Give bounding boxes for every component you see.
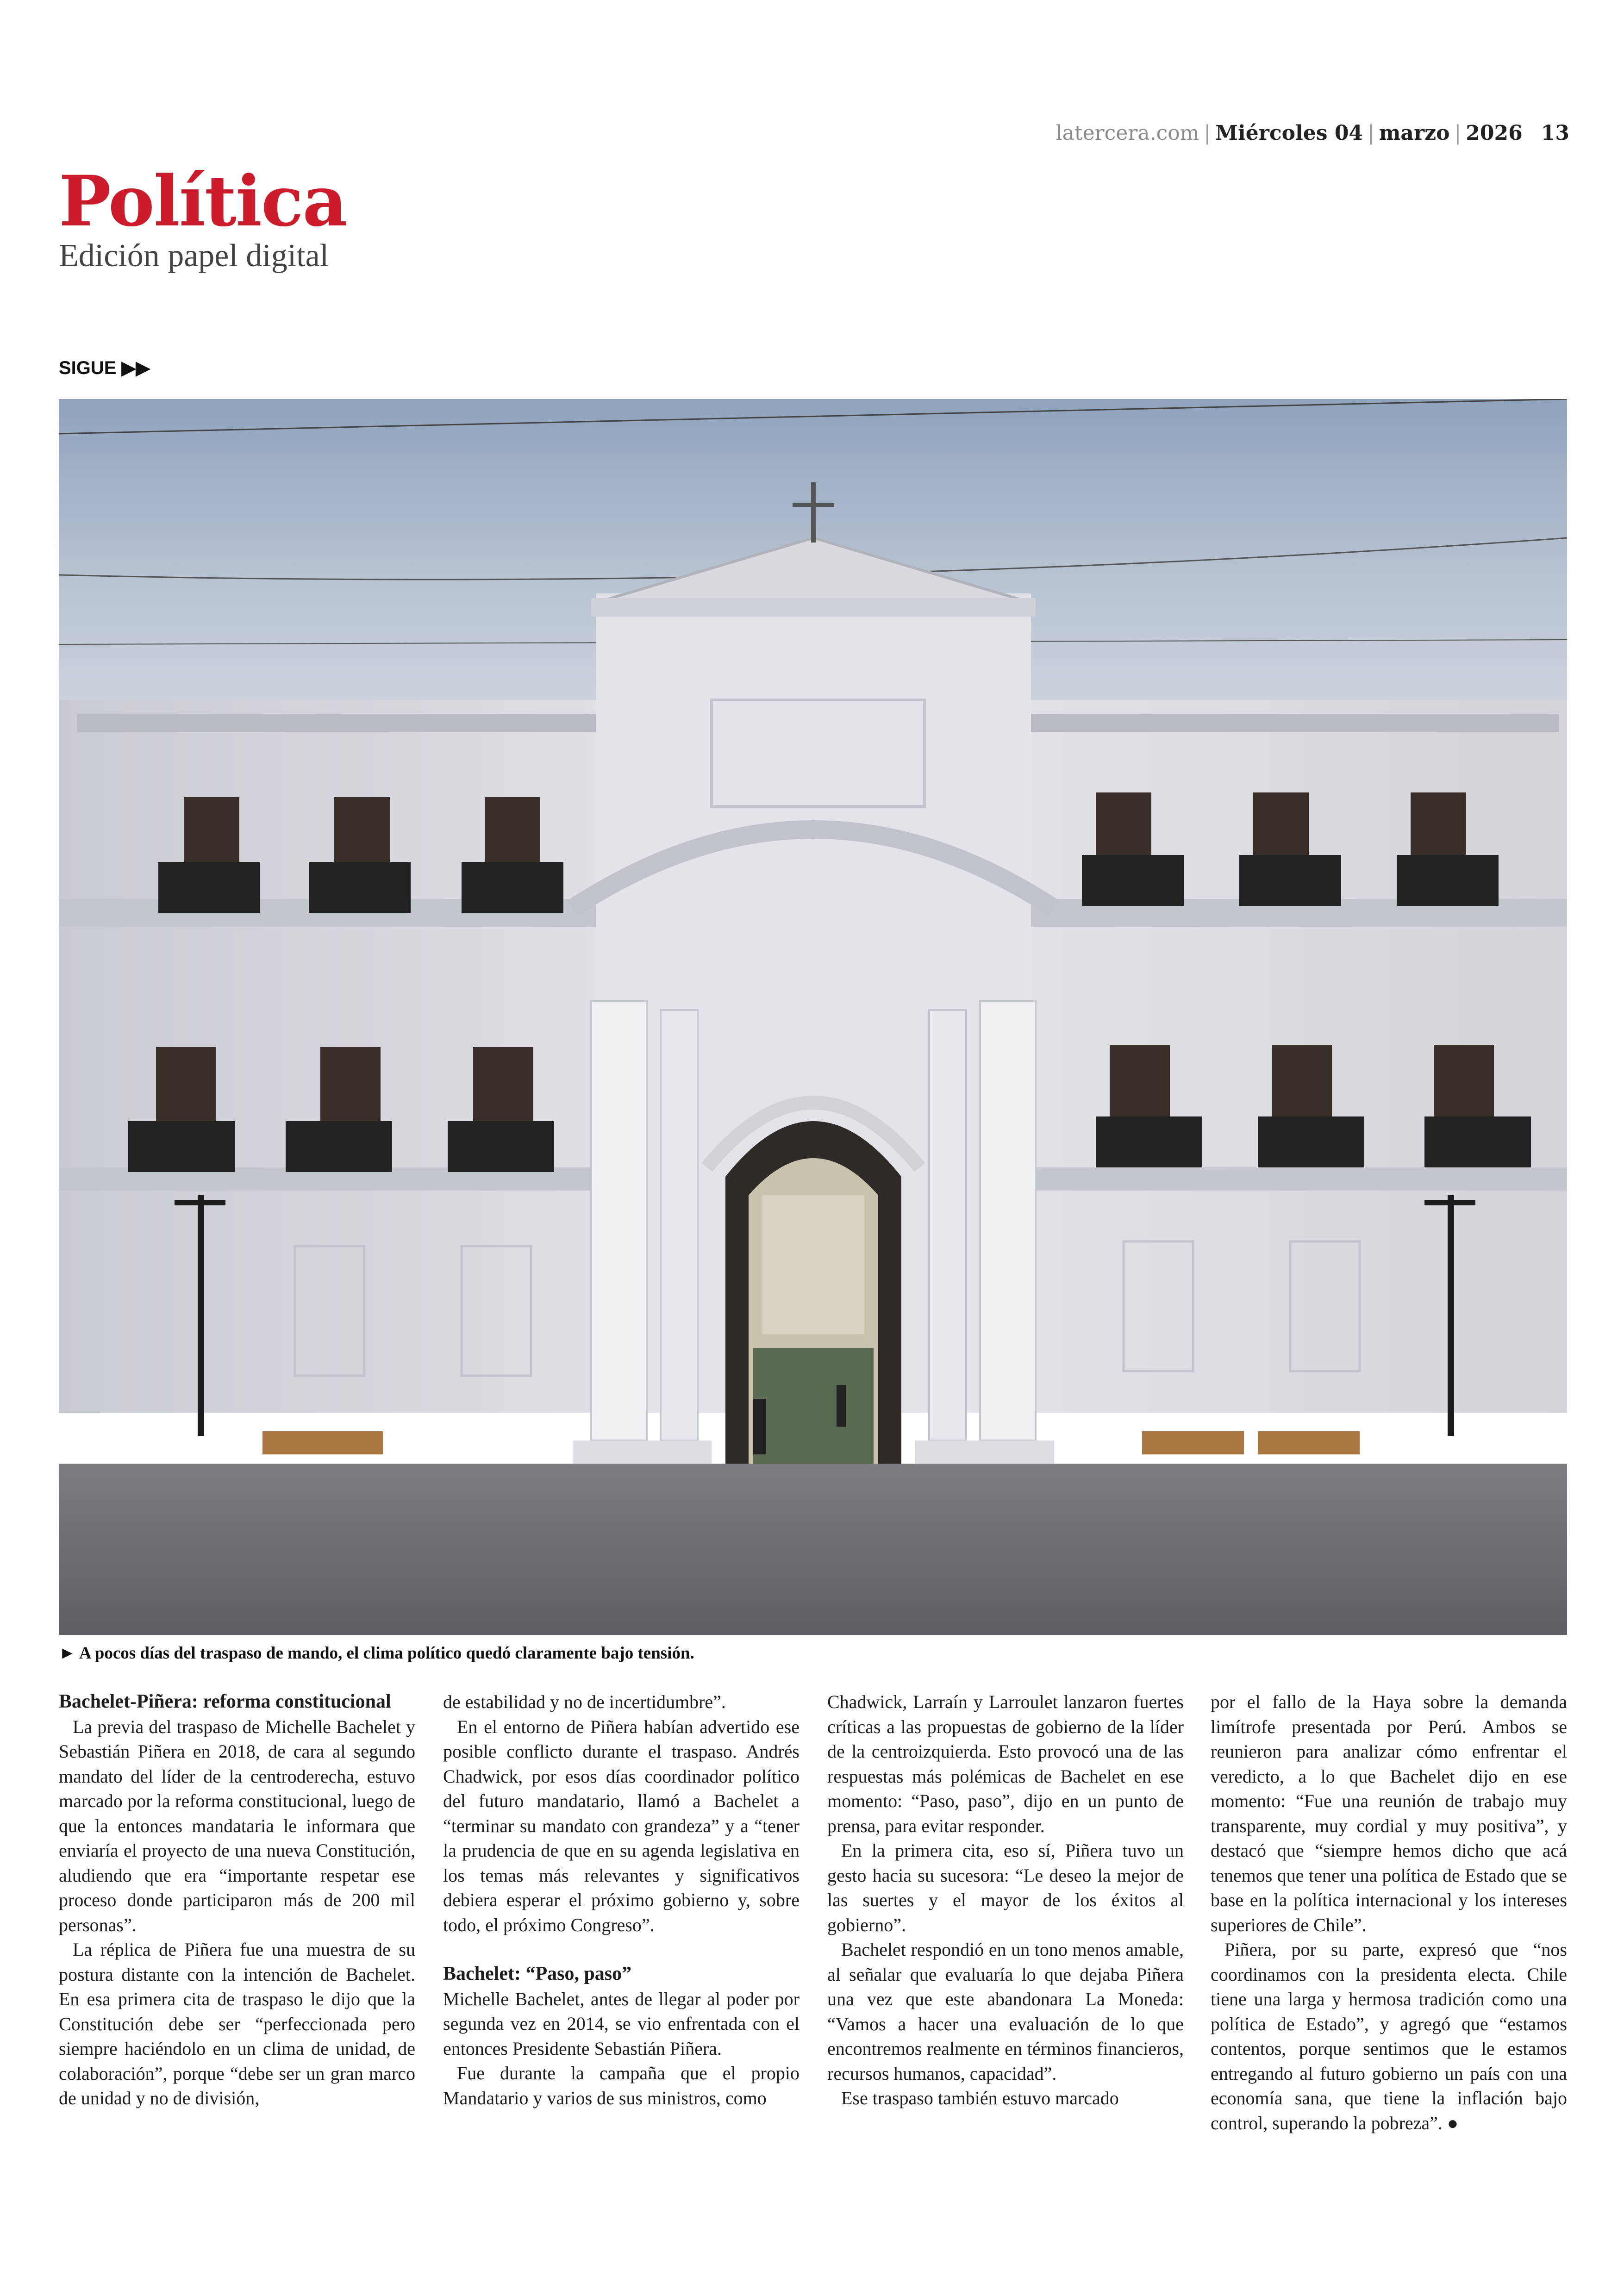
page-header: latercera.com | Miércoles 04 | marzo | 2026 13 (1056, 121, 1569, 145)
article-column-2 (443, 1690, 800, 2110)
issue-weekday: Miércoles 04 (1215, 121, 1363, 145)
paragraph: Chadwick, Larraín y Larroulet lanzaron fuertes críticas a las propuestas de gobierno de la líder de la centroizquierda. Esto provocó una de las respuestas más polémicas de Bachelet en ese momento: “Paso, paso”, dijo en un punto de prensa, para evitar responder. (827, 1691, 1184, 1836)
issue-year: 2026 (1466, 121, 1523, 145)
section-subtitle: Edición papel digital (59, 238, 329, 274)
issue-month: marzo (1379, 121, 1450, 145)
paragraph: Bachelet respondió en un tono menos amable, al señalar que evaluaría lo que dejaba Piñera una vez que este abandonara La Moneda: “Vamos a hacer una evaluación de lo que encontremos realmente en términos financieros, recursos humanos, capacidad”. (827, 1939, 1184, 2084)
paragraph: Piñera, por su parte, expresó que “nos coordinamos con la presidenta electa. Chile tiene una larga y hermosa tradición como una política de Estado”, y agregó que “estamos contentos, porque sentimos que le estamos entregando al futuro gobierno un país con una economía sana, que tiene la inflación bajo control, superando la pobreza”. ● (1211, 1939, 1567, 2133)
photo-caption: ► A pocos días del traspaso de mando, el clima político quedó claramente bajo tensión. (59, 1644, 694, 1663)
subheading-paso-paso: Bachelet: “Paso, paso” (443, 1963, 632, 1984)
article-column-3 (827, 1690, 1184, 2111)
page-number: 13 (1541, 121, 1569, 145)
site-name[interactable]: latercera.com (1056, 121, 1199, 145)
paragraph: En la primera cita, eso sí, Piñera tuvo un gesto hacia su sucesora: “Le deseo la mejor de las suertes y el mayor de los éxitos al gobierno”. (827, 1840, 1184, 1935)
article-column-1 (59, 1690, 415, 2111)
paragraph: de estabilidad y no de incertidumbre”. (443, 1691, 726, 1712)
article-column-4 (1211, 1690, 1567, 2135)
paragraph: Michelle Bachelet, antes de llegar al poder por segunda vez en 2014, se vio enfrentada con el entonces Presidente Sebastián Piñera. (443, 1988, 800, 2059)
paragraph: Ese traspaso también estuvo marcado (841, 2088, 1119, 2108)
article-body (59, 1690, 1567, 2199)
main-photo (59, 399, 1567, 1635)
continue-label[interactable]: SIGUE ▶▶ (59, 358, 150, 378)
paragraph: La previa del traspaso de Michelle Bachelet y Sebastián Piñera en 2018, de cara al segundo mandato del líder de la centroderecha, estuvo marcado por la reforma constitucional, luego de que la entonces mandataria le informara que enviaría el proyecto de una nueva Constitución, aludiendo que era “importante respetar ese proceso donde participaron más de 200 mil personas”. (59, 1716, 415, 1935)
paragraph: En el entorno de Piñera habían advertido ese posible conflicto durante el traspaso. Andrés Chadwick, por esos días coordinador político del futuro mandatario, llamó a Bachelet a “terminar su mandato con grandeza” y a “tener la prudencia de que en su agenda legislativa en los temas más relevantes y significativos debiera esperar el próximo gobierno y, sobre todo, el próximo Congreso”. (443, 1716, 800, 1935)
paragraph: La réplica de Piñera fue una muestra de su postura distante con la intención de Bachelet. En esa primera cita de traspaso le dijo que la Constitución debe ser “perfeccionada pero siempre haciéndolo en un clima de unidad, de colaboración”, porque “debe ser un gran marco de unidad y no de división, (59, 1939, 415, 2108)
section-title: Política (59, 161, 347, 242)
paragraph: por el fallo de la Haya sobre la demanda limítrofe presentada por Perú. Ambos se reunieron para analizar cómo enfrentar el veredicto, a lo que Bachelet dijo en ese momento: “Fue una reunión de trabajo muy transparente, muy cordial y muy positiva”, y destacó que “siempre hemos dicho que acá tenemos que tener una política de Estado que se base en la política internacional y los intereses superiores de Chile”. (1211, 1691, 1567, 1935)
subheading-reforma: Bachelet-Piñera: reforma constitucional (59, 1691, 391, 1712)
paragraph: Fue durante la campaña que el propio Mandatario y varios de sus ministros, como (443, 2063, 800, 2108)
